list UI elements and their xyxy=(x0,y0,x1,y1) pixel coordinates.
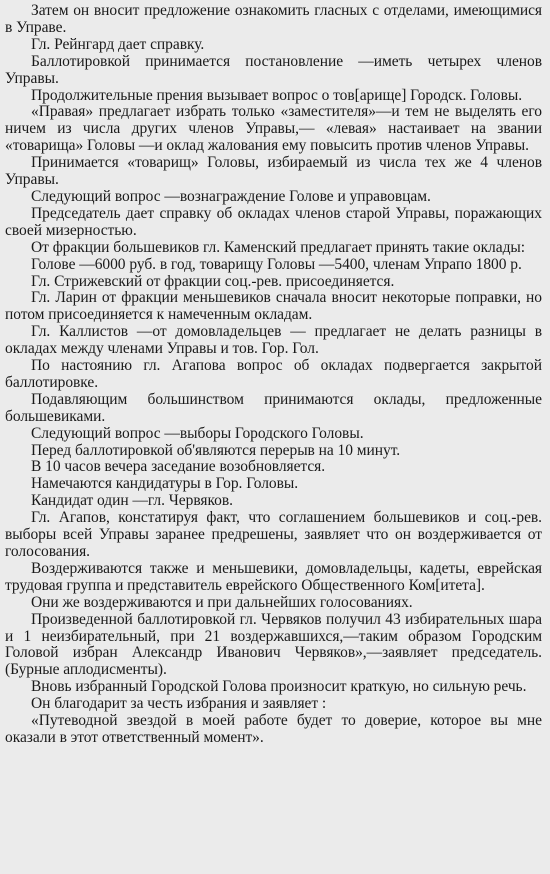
paragraph-17: Перед баллотировкой об'являются перерыв на 10 минут. xyxy=(31,441,401,459)
paragraph-18: В 10 часов вечера заседание возобновляется. xyxy=(31,458,326,476)
paragraph-3: Баллотировкой принимается постановление —иметь четырех членов Управы. xyxy=(5,52,542,87)
paragraph-4: Продолжительные прения вызывает вопрос о тов[арище] Городск. Головы. xyxy=(31,86,523,104)
paragraph-20: Кандидат один —гл. Червяков. xyxy=(31,492,233,510)
paragraph-12: Гл. Ларин от фракции меньшевиков сначала вносит некоторые поправки, но потом присоединяется к намеченным окладам. xyxy=(5,289,542,324)
paragraph-13: Гл. Каллистов —от домовладельцев — предлагает не делать разницы в окладах между членами Управы и тов. Гор. Гол. xyxy=(5,323,542,358)
paragraph-6: Принимается «товарищ» Головы, избираемый из числа тех же 4 членов Управы. xyxy=(5,154,542,189)
paragraph-2: Гл. Рейнгард дает справку. xyxy=(31,35,205,53)
paragraph-9: От фракции большевиков гл. Каменский предлагает принять такие оклады: xyxy=(31,238,526,256)
paragraph-5: «Правая» предлагает избрать только «заместителя»—и тем не выделять его ничем из числа других членов Управы,— «левая» настаивает на звании «товарища» Головы —и оклад жалования ему повысить против членов Управы. xyxy=(5,103,542,155)
paragraph-11: Гл. Стрижевский от фракции соц.-рев. присоединяется. xyxy=(31,272,395,290)
paragraph-25: Вновь избранный Городской Голова произносит краткую, но сильную речь. xyxy=(31,678,527,696)
document-text xyxy=(5,3,542,747)
paragraph-15: Подавляющим большинством принимаются оклады, предложенные большевиками. xyxy=(5,390,542,425)
paragraph-27: «Путеводной звездой в моей работе будет то доверие, которое вы мне оказали в этот ответственный момент». xyxy=(5,712,542,746)
paragraph-24: Произведенной баллотировкой гл. Червяков получил 43 избирательных шара и 1 неизбирательный, при 21 воздержавшихся,—таким образом Городским Головой избран Александр Иванович Червяков»,—заявляет председатель. (Бурные аплодисменты). xyxy=(5,610,542,679)
paragraph-21: Гл. Агапов, констатируя факт, что соглашением большевиков и соц.-рев. выборы всей Управы заранее предрешены, заявляет что он воздерживается от голосования. xyxy=(5,509,542,560)
paragraph-22: Воздерживаются также и меньшевики, домовладельцы, кадеты, еврейская трудовая группа и представитель еврейского Общественного Ком[итета]. xyxy=(5,559,542,594)
paragraph-8: Председатель дает справку об окладах членов старой Управы, поражающих своей мизерностью. xyxy=(5,204,542,239)
paragraph-26: Он благодарит за честь избрания и заявляет : xyxy=(31,695,327,713)
paragraph-23: Они же воздерживаются и при дальнейших голосованиях. xyxy=(31,593,413,611)
paragraph-7: Следующий вопрос —вознаграждение Голове и управовцам. xyxy=(31,187,431,205)
paragraph-1: Затем он вносит предложение ознакомить гласных с отделами, имеющимися в Управе. xyxy=(5,2,542,36)
paragraph-10: Голове —6000 руб. в год, товарищу Головы —5400, членам Упрапо 1800 р. xyxy=(31,255,522,273)
paragraph-14: По настоянию гл. Агапова вопрос об окладах подвергается закрытой баллотировке. xyxy=(5,357,542,391)
paragraph-16: Следующий вопрос —выборы Городского Головы. xyxy=(31,424,364,442)
paragraph-19: Намечаются кандидатуры в Гор. Головы. xyxy=(31,475,299,493)
